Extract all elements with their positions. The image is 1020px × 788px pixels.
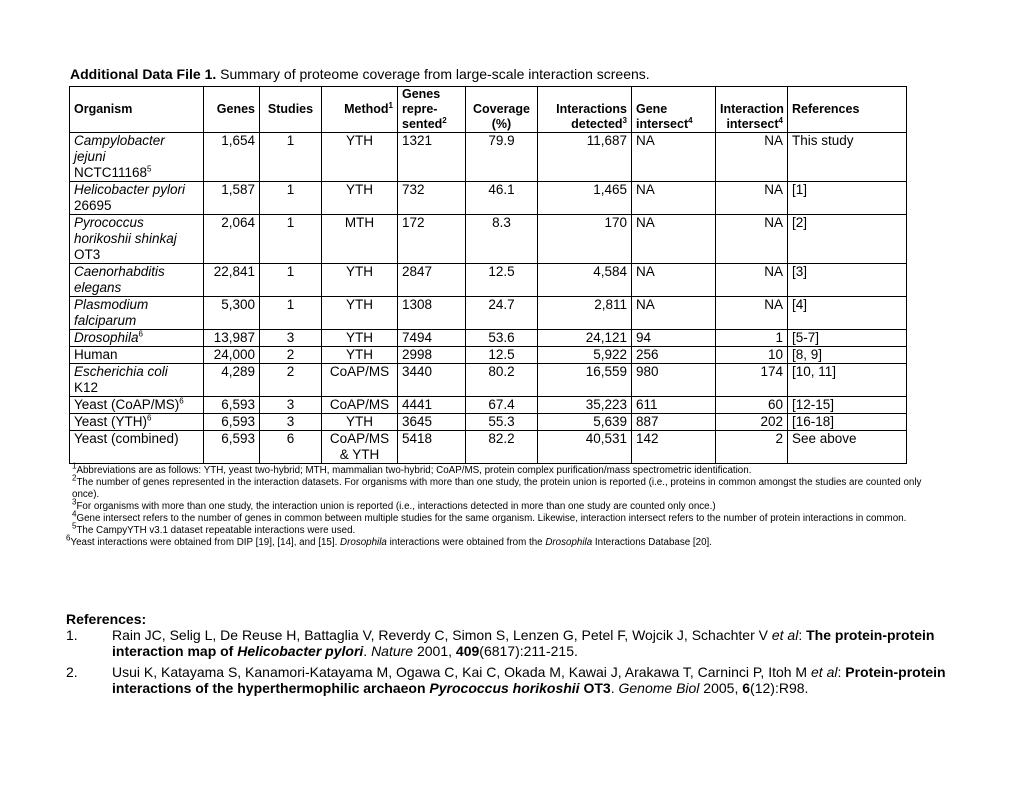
cell-method: CoAP/MS & YTH (322, 431, 398, 464)
cell-genes: 1,587 (204, 182, 260, 215)
cell-studies: 1 (260, 133, 322, 182)
cell-studies: 3 (260, 397, 322, 414)
reference-2: 2. Usui K, Katayama S, Kanamori-Katayama M, Ogawa C, Kai C, Okada M, Kawai J, Arakawa T, Carninci P, Itoh M et al: Protein-protein interactions of the hyperthermophilic archaeon Pyrococcus horikoshii OT3. Genome Biol 2005, 6(12):R98. (66, 664, 946, 696)
cell-method: MTH (322, 215, 398, 264)
cell-gene-intersect: 94 (632, 330, 716, 347)
cell-references: [8, 9] (788, 347, 907, 364)
cell-method: YTH (322, 182, 398, 215)
cell-references: [1] (788, 182, 907, 215)
cell-genes: 24,000 (204, 347, 260, 364)
cell-organism: Pyrococcus horikoshii shinkaj OT3 (70, 215, 204, 264)
cell-references: See above (788, 431, 907, 464)
header-genes: Genes (204, 87, 260, 133)
cell-studies: 1 (260, 264, 322, 297)
cell-interactions: 5,922 (538, 347, 632, 364)
cell-gene-intersect: NA (632, 297, 716, 330)
cell-references: [4] (788, 297, 907, 330)
title-label: Additional Data File 1. (70, 66, 217, 82)
cell-organism: Yeast (CoAP/MS)$^6$ (70, 397, 204, 414)
cell-coverage: 53.6 (466, 330, 538, 347)
cell-genes-represented: 3645 (398, 414, 466, 431)
cell-method: YTH (322, 347, 398, 364)
table-row (70, 215, 907, 264)
cell-interaction-intersect: NA (716, 182, 788, 215)
cell-genes-represented: 7494 (398, 330, 466, 347)
cell-genes: 4,289 (204, 364, 260, 397)
table-row (70, 431, 907, 464)
table-row (70, 133, 907, 182)
footnote-3: $^3$For organisms with more than one study, the interaction union is reported (i.e., interactions detected in more than one study are counted only once.) (72, 497, 716, 512)
cell-gene-intersect: 256 (632, 347, 716, 364)
cell-organism: Escherichia coli K12 (70, 364, 204, 397)
cell-genes: 5,300 (204, 297, 260, 330)
cell-method: YTH (322, 133, 398, 182)
cell-gene-intersect: NA (632, 133, 716, 182)
cell-gene-intersect: NA (632, 264, 716, 297)
cell-references: [3] (788, 264, 907, 297)
footnote-6: $^6$Yeast interactions were obtained from DIP [19], [14], and [15]. Drosophila interactions were obtained from the Drosophila Interactions Database [20]. (66, 533, 712, 548)
footnote-5: $^5$The CampyYTH v3.1 dataset repeatable interactions were used. (72, 521, 356, 536)
cell-coverage: 12.5 (466, 347, 538, 364)
cell-studies: 3 (260, 330, 322, 347)
cell-coverage: 80.2 (466, 364, 538, 397)
cell-studies: 1 (260, 182, 322, 215)
cell-interaction-intersect: 10 (716, 347, 788, 364)
cell-method: YTH (322, 330, 398, 347)
cell-method: CoAP/MS (322, 364, 398, 397)
cell-interaction-intersect: 60 (716, 397, 788, 414)
references-heading: References: (66, 611, 147, 627)
cell-interactions: 2,811 (538, 297, 632, 330)
cell-interaction-intersect: NA (716, 297, 788, 330)
cell-genes-represented: 5418 (398, 431, 466, 464)
cell-gene-intersect: NA (632, 182, 716, 215)
cell-genes-represented: 4441 (398, 397, 466, 414)
cell-gene-intersect: 142 (632, 431, 716, 464)
cell-gene-intersect: 887 (632, 414, 716, 431)
cell-gene-intersect: 980 (632, 364, 716, 397)
table-row (70, 397, 907, 414)
cell-references: [2] (788, 215, 907, 264)
cell-organism: Caenorhabditis elegans (70, 264, 204, 297)
cell-interaction-intersect: 1 (716, 330, 788, 347)
cell-interaction-intersect: 2 (716, 431, 788, 464)
coverage-table (69, 86, 907, 464)
cell-studies: 6 (260, 431, 322, 464)
footnote-1: $^1$Abbreviations are as follows: YTH, yeast two-hybrid; MTH, mammalian two-hybrid; CoAP/MS, protein complex purification/mass spectrometric identification. (72, 461, 752, 476)
table-row (70, 414, 907, 431)
cell-genes: 13,987 (204, 330, 260, 347)
reference-1: 1. Rain JC, Selig L, De Reuse H, Battaglia V, Reverdy C, Simon S, Lenzen G, Petel F, Wojcik J, Schachter V et al: The protein-protein interaction map of Helicobacter pylori. Nature 2001, 409(6817):211-215. (66, 627, 935, 659)
header-interactions: Interactions detected$^3$ (538, 87, 632, 133)
header-studies: Studies (260, 87, 322, 133)
cell-genes-represented: 172 (398, 215, 466, 264)
header-organism: Organism (70, 87, 204, 133)
cell-genes-represented: 3440 (398, 364, 466, 397)
table-row (70, 347, 907, 364)
cell-references: [10, 11] (788, 364, 907, 397)
cell-method: YTH (322, 297, 398, 330)
cell-coverage: 8.3 (466, 215, 538, 264)
cell-genes-represented: 1308 (398, 297, 466, 330)
cell-interactions: 16,559 (538, 364, 632, 397)
cell-method: YTH (322, 264, 398, 297)
header-references: References (788, 87, 907, 133)
cell-interactions: 4,584 (538, 264, 632, 297)
cell-gene-intersect: NA (632, 215, 716, 264)
cell-interactions: 1,465 (538, 182, 632, 215)
cell-interactions: 5,639 (538, 414, 632, 431)
header-interaction-intersect: Interaction intersect$^4$ (716, 87, 788, 133)
cell-genes: 1,654 (204, 133, 260, 182)
cell-genes-represented: 2847 (398, 264, 466, 297)
cell-interactions: 35,223 (538, 397, 632, 414)
cell-organism: Plasmodium falciparum (70, 297, 204, 330)
cell-references: [16-18] (788, 414, 907, 431)
cell-interaction-intersect: 174 (716, 364, 788, 397)
header-coverage: Coverage (%) (466, 87, 538, 133)
cell-interactions: 11,687 (538, 133, 632, 182)
table-row (70, 364, 907, 397)
cell-genes: 22,841 (204, 264, 260, 297)
title-text: Summary of proteome coverage from large-scale interaction screens. (220, 66, 650, 82)
cell-coverage: 55.3 (466, 414, 538, 431)
cell-coverage: 79.9 (466, 133, 538, 182)
cell-studies: 2 (260, 364, 322, 397)
cell-genes: 6,593 (204, 397, 260, 414)
cell-genes: 6,593 (204, 431, 260, 464)
cell-interaction-intersect: 202 (716, 414, 788, 431)
cell-method: YTH (322, 414, 398, 431)
table-row (70, 297, 907, 330)
cell-organism: Yeast (combined) (70, 431, 204, 464)
cell-genes: 2,064 (204, 215, 260, 264)
cell-references: [5-7] (788, 330, 907, 347)
table-footnotes (66, 461, 926, 549)
cell-interactions: 40,531 (538, 431, 632, 464)
table-row (70, 330, 907, 347)
cell-coverage: 12.5 (466, 264, 538, 297)
table-row (70, 264, 907, 297)
cell-genes-represented: 2998 (398, 347, 466, 364)
cell-genes: 6,593 (204, 414, 260, 431)
header-method: Method$^1$ (322, 87, 398, 133)
cell-interactions: 24,121 (538, 330, 632, 347)
cell-organism: Drosophila$^6$ (70, 330, 204, 347)
cell-genes-represented: 732 (398, 182, 466, 215)
header-gene-intersect: Gene intersect$^4$ (632, 87, 716, 133)
cell-studies: 3 (260, 414, 322, 431)
cell-references: This study (788, 133, 907, 182)
cell-references: [12-15] (788, 397, 907, 414)
cell-method: CoAP/MS (322, 397, 398, 414)
footnote-4: $^4$Gene intersect refers to the number of genes in common between multiple studies for the same organism. Likewise, interaction intersect refers to the number of protein interactions in common. (72, 509, 907, 524)
document-title (70, 66, 650, 82)
cell-coverage: 67.4 (466, 397, 538, 414)
cell-organism: Campylobacter jejuni NCTC11168$^5$ (70, 133, 204, 182)
cell-organism: Human (70, 347, 204, 364)
cell-coverage: 46.1 (466, 182, 538, 215)
cell-interaction-intersect: NA (716, 264, 788, 297)
cell-studies: 1 (260, 297, 322, 330)
cell-organism: Helicobacter pylori 26695 (70, 182, 204, 215)
cell-studies: 2 (260, 347, 322, 364)
header-genes-represented: Genes repre- sented$^2$ (398, 87, 466, 133)
cell-coverage: 24.7 (466, 297, 538, 330)
cell-organism: Yeast (YTH)$^6$ (70, 414, 204, 431)
footnote-2: $^2$The number of genes represented in the interaction datasets. For organisms with more than one study, the protein union is reported (i.e., proteins in common amongst the studies are counted only once). (72, 473, 922, 500)
cell-interaction-intersect: NA (716, 215, 788, 264)
cell-interaction-intersect: NA (716, 133, 788, 182)
cell-interactions: 170 (538, 215, 632, 264)
table-header-row (70, 87, 907, 133)
cell-gene-intersect: 611 (632, 397, 716, 414)
cell-genes-represented: 1321 (398, 133, 466, 182)
cell-studies: 1 (260, 215, 322, 264)
cell-coverage: 82.2 (466, 431, 538, 464)
table-row (70, 182, 907, 215)
